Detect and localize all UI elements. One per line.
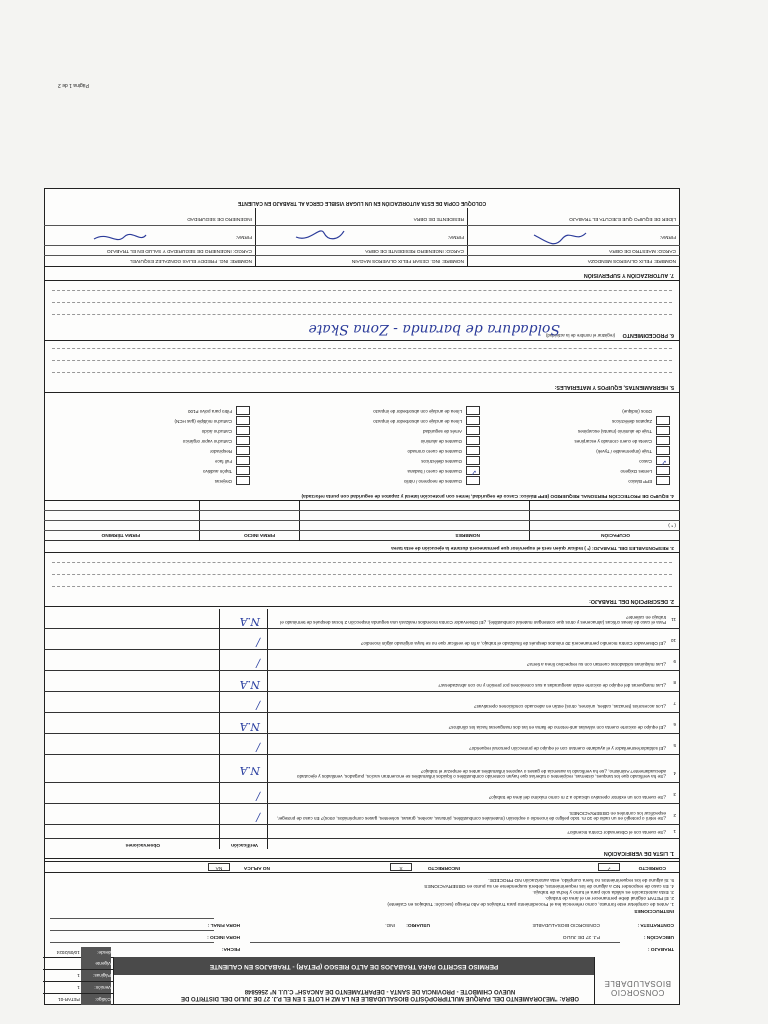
epp-checkbox: ✓ [466, 466, 480, 475]
checklist-item: 5 ¿El soldador/esmerilador y el ayudante cuentan con el equipo de protección personal requerido? / [44, 734, 680, 755]
checklist-item: 2 ¿Se retiró o protegió en un radio de 10 m. todo peligro de incendio o explosión (materiales combustibles, pinturas, aceites, grasas, solventes, gases comprimidos, otros)? En caso de proteger, especificar los controles en OBSERVACIONES. / [44, 804, 680, 825]
company-logo: CONSORCIO BIOSALUDABLE [594, 957, 680, 1005]
epp-checkbox [236, 466, 250, 475]
verification-legend: CORRECTO ✓ INCORRECTO X NO APLICA NA [44, 861, 680, 873]
contratista-value: CONSORCIO BIOSALUDABLE [532, 922, 600, 927]
epp-checkbox [656, 476, 670, 485]
verification-mark: / [256, 699, 260, 712]
epp-checkbox [466, 426, 480, 435]
responsables-table: OCUPACIÓN NOMBRES FIRMA INICIO FIRMA TÉRMINO ( * ) [44, 502, 680, 541]
epp-checkbox [236, 456, 250, 465]
checklist-item: 8 ¿Las mangueras del equipo de oxicorte están aseguradas a sus conexiones por presión y no con abrazaderas? N.A [44, 671, 680, 692]
checklist-item: 3 ¿Se cuenta con un extintor operativo ubicado a 2 m como máximo del área de trabajo? / [44, 783, 680, 804]
section-procedimiento: 6. PROCEDIMIENTO (registrar el nombre de la actividad) [44, 330, 680, 341]
signature-mark [90, 227, 150, 245]
checklist-item: 4 ¿Se ha verificado que los tanques, cisternas, recipientes o tuberías que hayan contenido combustibles o líquidos inflamables se encuentran vacíos, purgados, ventilados y ejecutado adecuadamente? Asimismo, ¿se ha verificado la ausencia de gases o vapores inflamables antes de empezar el trabajo? N.A [44, 755, 680, 783]
verification-mark: / [256, 741, 260, 754]
col-ocupacion: OCUPACIÓN [601, 532, 630, 537]
checklist-item: 10 ¿El Observador Contra Incendio permanecerá 30 minutos después de finalizado el trabajo, a fin de verificar que no se haya originado algún incendio? / [44, 629, 680, 650]
checklist-item: 7 ¿Los accesorios (tenazas, cables, uniones, otros) están en adecuado condiciones operativas? / [44, 692, 680, 713]
epp-checkbox [466, 446, 480, 455]
verification-mark: N.A [239, 678, 260, 691]
petar-form: CONSORCIO BIOSALUDABLE OBRA: "MEJORAMIENTO DEL PARQUE MULTIPROPÓSITO BIOSALUDABLE EN LA MZ H LOTE 1 EN EL P.J. 27 DE JULIO DEL DISTRITO DE NUEVO CHIMBOTE - PROVINCIA DE SANTA - DEPARTAMENTO DE ANCASH" C.U.I. N° 2565848 PERMISO ESCRITO PARA TRABAJOS DE ALTO RIESGO (PETAR) - TRABAJOS EN CALIENTE Código: PETAR-01 Versión: 1 Páginas: 1 Vigente desde: 10/05/2024 TRABAJO : FECHA: UBICACIÓN : P.J. 27 DE JULIO HORA INICIO : CONTRATISTA : CONSORCIO BIOSALUDABLE USUARIO: ING. HORA FINAL : INSTRUCCIONES 1. Antes de completar este formato, como referencia lea el Procedimiento para Trabajos de Alto Riesgo (sección: Trabajos en Caliente) 2. El PETAR original debe permanecer en el área de trabajo. 3. Esta autorización es válida solo para el turno y fecha de trabajo. 4. En caso de responder NO a alguno de los requerimientos, deberá suspenderse en su punto en OBSERVACIONES 5. Si alguno de los requerimientos no fuera cumplido, esta autorización NO PROCEDE. CORRECTO ✓ INCORRECTO X NO APLICA NA 1. LISTA DE VERIFICACIÓN Verificación Observaciones 1 ¿Se cuenta con el Observador Contra Incendio? 2 ¿Se retiró o protegió en un radio de 10 m. todo peligro de incendio o explosión (materiales combustibles, pinturas, aceites, grasas, solventes, gases comprimidos, otros)? En caso de proteger, especificar los controles en OBSERVACIONES. / 3 ¿Se cuenta con un extintor operativo ubicado a 2 m como máximo del área de trabajo? / 4 ¿Se ha verificado que los tanques, cisternas, recipientes o tuberías que hayan contenido combustibles o líquidos inflamables se encuentran vacíos, purgados, ventilados y ejecutado adecuadamente? Asimismo, ¿se ha verificado la ausencia de gases o vapores inflamables antes de empezar el trabajo? N.A 5 ¿El soldador/esmerilador y el ayudante cuentan con el equipo de protección personal requerido? / 6 ¿El equipo de oxicorte cuenta con válvulas anti-retorno de llama en las dos mangueras hacia los cilindros? N.A 7 ¿Los accesorios (tenazas, cables, uniones, otros) están en adecuado condiciones operativas? / 8 ¿Las mangueras del equipo de oxicorte están aseguradas a sus conexiones por presión y no con abrazaderas? N.A 9 ¿Las máquinas soldadoras cuentan con su respectivo línea a tierra? / 10 ¿El Observador Contra Incendio permanecerá 30 minutos después de finalizado el trabajo, a fin de verificar que no se haya originado algún incendio? / 11 Para el caso de áreas críticas (almacenes y otros que contengan material combustible), ¿El Observador Contra Incendios realizará una segunda inspección 2 horas después de terminado el trabajo en caliente? N.A 2. DESCRIPCIÓN DEL TRABAJO: 3. RESPONSABLES DEL TRABAJO: (* ) Indicar quien será el supervisor que permanecerá durante la ejecución de esta tarea OCUPACIÓN NOMBRES FIRMA INICIO FIRMA TÉRMINO ( * ) 4. EQUIPO DE PROTECCIÓN PERSONAL REQUERIDO (EPP Básico: Casco de seguridad, lentes con protección lateral y zapatos de seguridad con punta reforzada) EPP Básico Lentes Oxigeno ✓ Casco Traje (impermeable / Tyvek) Careta de cuero cromado y escarpines Traje de aluminio (manta) escarpines Zapatos dieléctricos Otros (indique) Guantes de neopreno / nitrilo ✓ Guantes de cuero / badana Guantes dieléctricos Guantes de cuero cromado Guantes de aluminio Arnés de seguridad Línea de anclaje con absorbedor de impacto Línea de anclaje con absorbedor de impacto Orejeras Tapón auditivo Full face Respirador Cartucho vapor orgánico Cartucho ácido Cartucho múltiple (gas HCN) Filtro para polvo P100 5. HERRAMIENTAS, EQUIPOS Y MATERIALES: 6. PROCEDIMIENTO (registrar el nombre de la actividad) Soldadura de baranda - Zona Skate 7. AUTORIZACIÓN Y SUPERVISIÓN NOMBRE: FELIX OLIVEROS MENDOZA CARGO: MAESTRO DE OBRA FIRMA: LÍDER DE EQUIPO QUE EJECUTA EL TRABAJO NOMBRE: ING. CESAR FELIX OLIVEROS MAGAIN CARGO: INGENIERO RESIDENTE DE OBRA FIRMA: RESIDENTE DE OBRA NOMBRE: ING. FREDDY ELIAS GONZALEZ ESQUIVEL CARGO: INGENIERO DE SEGURIDAD Y SALUD EN EL TRABAJO FIRMA: INGENIERO DE SEGURIDAD COLOQUE COPIA DE ESTA AUTORIZACIÓN EN UN LUGAR VISIBLE CERCA AL TRABAJO EN CALIENTE [44, 188, 680, 1005]
epp-checkbox [466, 416, 480, 425]
verification-mark: / [256, 811, 260, 824]
section-responsables: 3. RESPONSABLES DEL TRABAJO: (* ) Indicar quien será el supervisor que permanecerá durante la ejecución de esta tarea [44, 542, 680, 553]
epp-checkbox [656, 436, 670, 445]
signature-mark [530, 227, 590, 245]
signature-mark [290, 227, 350, 245]
epp-checkbox [236, 446, 250, 455]
section-herramientas: 5. HERRAMIENTAS, EQUIPOS Y MATERIALES: [44, 382, 680, 393]
verification-mark: N.A [239, 764, 260, 777]
epp-checkbox [656, 446, 670, 455]
permit-title: PERMISO ESCRITO PARA TRABAJOS DE ALTO RIESGO (PETAR) - TRABAJOS EN CALIENTE [114, 957, 594, 975]
usuario-value: ING. [385, 922, 395, 927]
epp-checkbox [466, 406, 480, 415]
col-firma-termino: FIRMA TÉRMINO [101, 532, 140, 537]
meta-pages: Páginas: 1 [43, 969, 113, 981]
meta-valid-from: Vigente desde: 10/05/2024 [43, 957, 113, 969]
page-number: Página 1 de 2 [58, 82, 89, 88]
checklist-item: 6 ¿El equipo de oxicorte cuenta con válvulas anti-retorno de llama en las dos mangueras hacia los cilindros? N.A [44, 713, 680, 734]
meta-code: Código: PETAR-01 [43, 993, 113, 1005]
epp-checkbox [656, 466, 670, 475]
ubicacion-value: P.J. 27 DE JULIO [562, 934, 600, 939]
verification-mark: N.A [239, 720, 260, 733]
procedure-handwritten: Soldadura de baranda - Zona Skate [308, 321, 560, 337]
verification-mark: / [256, 636, 260, 649]
section-autorizacion: 7. AUTORIZACIÓN Y SUPERVISIÓN [44, 270, 680, 281]
epp-checkbox [466, 476, 480, 485]
epp-checkbox [236, 426, 250, 435]
meta-version: Versión: 1 [43, 981, 113, 993]
epp-grid: EPP Básico Lentes Oxigeno ✓ Casco Traje (impermeable / Tyvek) Careta de cuero cromado y escarpines Traje de aluminio (manta) escarpines Zapatos dieléctricos Otros (indique) Guantes de neopreno / nitrilo ✓ Guantes de cuero / badana Guantes dieléctricos Guantes de cuero cromado Guantes de aluminio Arnés de seguridad Línea de anclaje con absorbedor de impacto Línea de anclaje con absorbedor de impacto Orejeras Tapón auditivo Full face Respirador Cartucho vapor orgánico Cartucho ácido Cartucho múltiple (gas HCN) Filtro para polvo P100 [44, 395, 680, 489]
section-epp: 4. EQUIPO DE PROTECCIÓN PERSONAL REQUERIDO (EPP Básico: Casco de seguridad, lentes con protección lateral y zapatos de seguridad con punta reforzada) [44, 490, 680, 501]
epp-checkbox [236, 476, 250, 485]
col-firma-inicio: FIRMA INICIO [244, 532, 275, 537]
epp-checkbox [656, 426, 670, 435]
col-nombres: NOMBRES [455, 532, 480, 537]
verification-mark: N.A [239, 615, 260, 628]
epp-checkbox [466, 456, 480, 465]
section-description: 2. DESCRIPCIÓN DEL TRABAJO: [44, 596, 680, 607]
checklist-item: 1 ¿Se cuenta con el Observador Contra Incendio? [44, 825, 680, 839]
obra-title: OBRA: "MEJORAMIENTO DEL PARQUE MULTIPROPÓSITO BIOSALUDABLE EN LA MZ H LOTE 1 EN EL P.J. 27 DE JULIO DEL DISTRITO DE NUEVO CHIMBOTE - PROVINCIA DE SANTA - DEPARTAMENTO DE ANCASH" C.U.I. N° 2565848 [181, 988, 580, 1001]
form-header [44, 950, 680, 1005]
section-checklist: 1. LISTA DE VERIFICACIÓN [44, 848, 680, 859]
epp-checkbox [236, 406, 250, 415]
footer-note: COLOQUE COPIA DE ESTA AUTORIZACIÓN EN UN LUGAR VISIBLE CERCA AL TRABAJO EN CALIENTE [237, 200, 487, 206]
document-meta [43, 950, 114, 1005]
epp-checkbox [466, 436, 480, 445]
epp-checkbox [656, 416, 670, 425]
verification-mark: / [256, 657, 260, 670]
epp-checkbox [236, 416, 250, 425]
checklist-item: 9 ¿Las máquinas soldadoras cuentan con su respectivo línea a tierra? / [44, 650, 680, 671]
checklist-item: 11 Para el caso de áreas críticas (almacenes y otros que contengan material combustible), ¿El Observador Contra Incendios realizará una segunda inspección 2 horas después de terminado el trabajo en caliente? N.A [44, 608, 680, 629]
epp-checkbox [236, 436, 250, 445]
epp-checkbox: ✓ [656, 456, 670, 465]
verification-mark: / [256, 790, 260, 803]
signature-table: NOMBRE: FELIX OLIVEROS MENDOZA CARGO: MAESTRO DE OBRA FIRMA: LÍDER DE EQUIPO QUE EJECUTA EL TRABAJO NOMBRE: ING. CESAR FELIX OLIVEROS MAGAIN CARGO: INGENIERO RESIDENTE DE OBRA FIRMA: RESIDENTE DE OBRA NOMBRE: ING. FREDDY ELIAS GONZALEZ ESQUIVEL CARGO: INGENIERO DE SEGURIDAD Y SALUD EN EL TRABAJO FIRMA: INGENIERO DE SEGURIDAD [44, 208, 680, 267]
